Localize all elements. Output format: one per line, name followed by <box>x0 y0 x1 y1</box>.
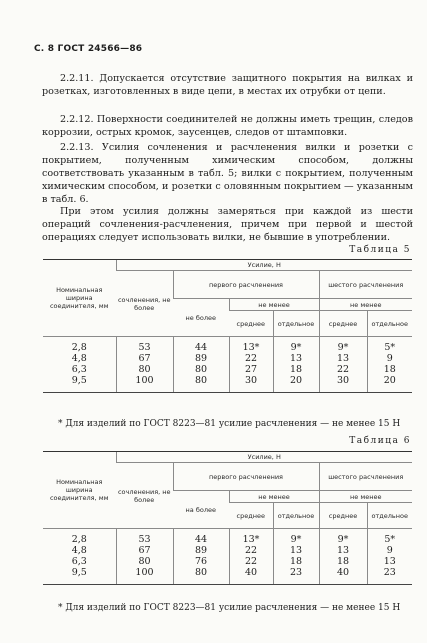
table5-header-min-sixth: не менее <box>319 299 412 311</box>
table6-cell: 89 <box>173 545 229 556</box>
table5-cell: 89 <box>173 353 229 364</box>
table6 <box>43 451 412 585</box>
table5-cell: 9 <box>367 353 412 364</box>
table6-header-avg: среднее <box>229 503 273 529</box>
table6-row <box>43 545 412 556</box>
table6-caption: Таблица 6 <box>349 436 411 446</box>
table6-header-sixth: шестого расчленения <box>319 463 412 491</box>
paragraph-2-2-13: 2.2.13. Усилия сочленения и расчленения вилки и розетки с покрытием, полученным химическим способом, должны соответствовать указанным в табл. 5; вилки с покрытием, полученным химическим способом, и розетки с оловянным покрытием — указанным в табл. 6. <box>42 142 413 205</box>
table6-row <box>43 556 412 567</box>
table5 <box>43 259 412 393</box>
table6-cell: 9* <box>319 529 367 546</box>
table5-cell: 6,3 <box>71 364 87 375</box>
table6-header-avg-sixth: среднее <box>319 503 367 529</box>
table6-body <box>43 529 412 585</box>
table6-footnote: * Для изделий по ГОСТ 8223—81 усилие расчленения — не менее 15 Н <box>58 603 401 613</box>
page-header: С. 8 ГОСТ 24566—86 <box>34 44 143 54</box>
table6-cell: 9 <box>367 545 412 556</box>
table6-row <box>43 529 412 546</box>
table5-cell: 53 <box>116 337 173 354</box>
table5-cell: 5* <box>367 337 412 354</box>
table5-row <box>43 364 412 375</box>
table5-cell: 30 <box>229 375 273 393</box>
table6-cell: 18 <box>273 556 319 567</box>
table6-cell: 80 <box>116 556 173 567</box>
table5-caption: Таблица 5 <box>349 245 411 255</box>
table5-cell: 20 <box>367 375 412 393</box>
table5-cell: 13* <box>229 337 273 354</box>
table6-header-force: Усилие, Н <box>116 452 412 463</box>
table5-cell: 13 <box>319 353 367 364</box>
table6-header-single-sixth: отдельное <box>367 503 412 529</box>
table6-cell: 22 <box>229 556 273 567</box>
table6-header-width: Номинальная ширина соединителя, мм <box>43 452 116 529</box>
table6-cell: 13 <box>273 545 319 556</box>
table5-cell: 4,8 <box>71 353 87 364</box>
table5-cell: 44 <box>173 337 229 354</box>
table5-header-sixth: шестого расчленения <box>319 271 412 299</box>
table5-header-connect: сочленения, не более <box>116 271 173 337</box>
table5-cell: 9* <box>319 337 367 354</box>
table6-header-connect: сочленения, не более <box>116 463 173 529</box>
table6-cell: 18 <box>319 556 367 567</box>
table5-row <box>43 353 412 364</box>
table5-row <box>43 375 412 393</box>
table5-footnote: * Для изделий по ГОСТ 8223—81 усилие расчленения — не менее 15 Н <box>58 419 401 429</box>
table6-cell: 23 <box>367 567 412 585</box>
table6-cell: 22 <box>229 545 273 556</box>
table5-cell: 9* <box>273 337 319 354</box>
table6-cell: 4,8 <box>71 545 87 556</box>
table6-cell: 2,8 <box>71 534 87 545</box>
table5-cell: 80 <box>173 364 229 375</box>
table6-cell: 44 <box>173 529 229 546</box>
table5-body <box>43 337 412 393</box>
table5-cell: 22 <box>229 353 273 364</box>
table6-cell: 6,3 <box>71 556 87 567</box>
table6-cell: 13* <box>229 529 273 546</box>
table5-cell: 67 <box>116 353 173 364</box>
table6-header-first: первого расчленения <box>173 463 319 491</box>
table5-header-min: не менее <box>229 299 319 311</box>
table5-cell: 22 <box>319 364 367 375</box>
table5-header-avg-sixth: среднее <box>319 311 367 337</box>
table6-cell: 53 <box>116 529 173 546</box>
table5-header-single: отдельное <box>273 311 319 337</box>
table5-cell: 20 <box>273 375 319 393</box>
table5-header-force: Усилие, Н <box>116 260 412 271</box>
table6-cell: 5* <box>367 529 412 546</box>
table6-cell: 100 <box>116 567 173 585</box>
table6-header-max: на более <box>173 491 229 529</box>
table5-header-avg: среднее <box>229 311 273 337</box>
table6-header-single: отдельное <box>273 503 319 529</box>
table6-cell: 40 <box>229 567 273 585</box>
table5-cell: 18 <box>273 364 319 375</box>
table5-header-first: первого расчленения <box>173 271 319 299</box>
table5-header-single-sixth: отдельное <box>367 311 412 337</box>
table5-cell: 100 <box>116 375 173 393</box>
table6-cell: 76 <box>173 556 229 567</box>
table5-cell: 18 <box>367 364 412 375</box>
table5-cell: 27 <box>229 364 273 375</box>
table6-cell: 13 <box>319 545 367 556</box>
table5-cell: 2,8 <box>71 342 87 353</box>
table5-cell: 80 <box>116 364 173 375</box>
table6-cell: 9,5 <box>43 567 116 585</box>
paragraph-measurement: При этом усилия должны замеряться при каждой из шести операций сочленения-расчленения, причем при первой и шестой операциях следует использовать вилки, не бывшие в употреблении. <box>42 206 413 243</box>
paragraph-2-2-11: 2.2.11. Допускается отсутствие защитного покрытия на вилках и розетках, изготовленных в виде цепи, в местах их отрубки от цепи. <box>42 73 413 97</box>
table5-header-max: не более <box>173 299 229 337</box>
table6-row <box>43 567 412 585</box>
table5-header-width: Номинальная ширина соединителя, мм <box>43 260 116 337</box>
table6-cell: 23 <box>273 567 319 585</box>
table6-cell: 67 <box>116 545 173 556</box>
table5-cell: 30 <box>319 375 367 393</box>
table6-cell: 13 <box>367 556 412 567</box>
table5-cell: 13 <box>273 353 319 364</box>
table6-header-min-sixth: не менее <box>319 491 412 503</box>
table6-cell: 40 <box>319 567 367 585</box>
table5-cell: 80 <box>173 375 229 393</box>
table6-header-min: не менее <box>229 491 319 503</box>
table6-cell: 9* <box>273 529 319 546</box>
table5-row <box>43 337 412 354</box>
paragraph-2-2-12: 2.2.12. Поверхности соединителей не должны иметь трещин, следов коррозии, острых кромок, заусенцев, следов от штамповки. <box>42 114 413 138</box>
table6-cell: 80 <box>173 567 229 585</box>
table5-cell: 9,5 <box>43 375 116 393</box>
